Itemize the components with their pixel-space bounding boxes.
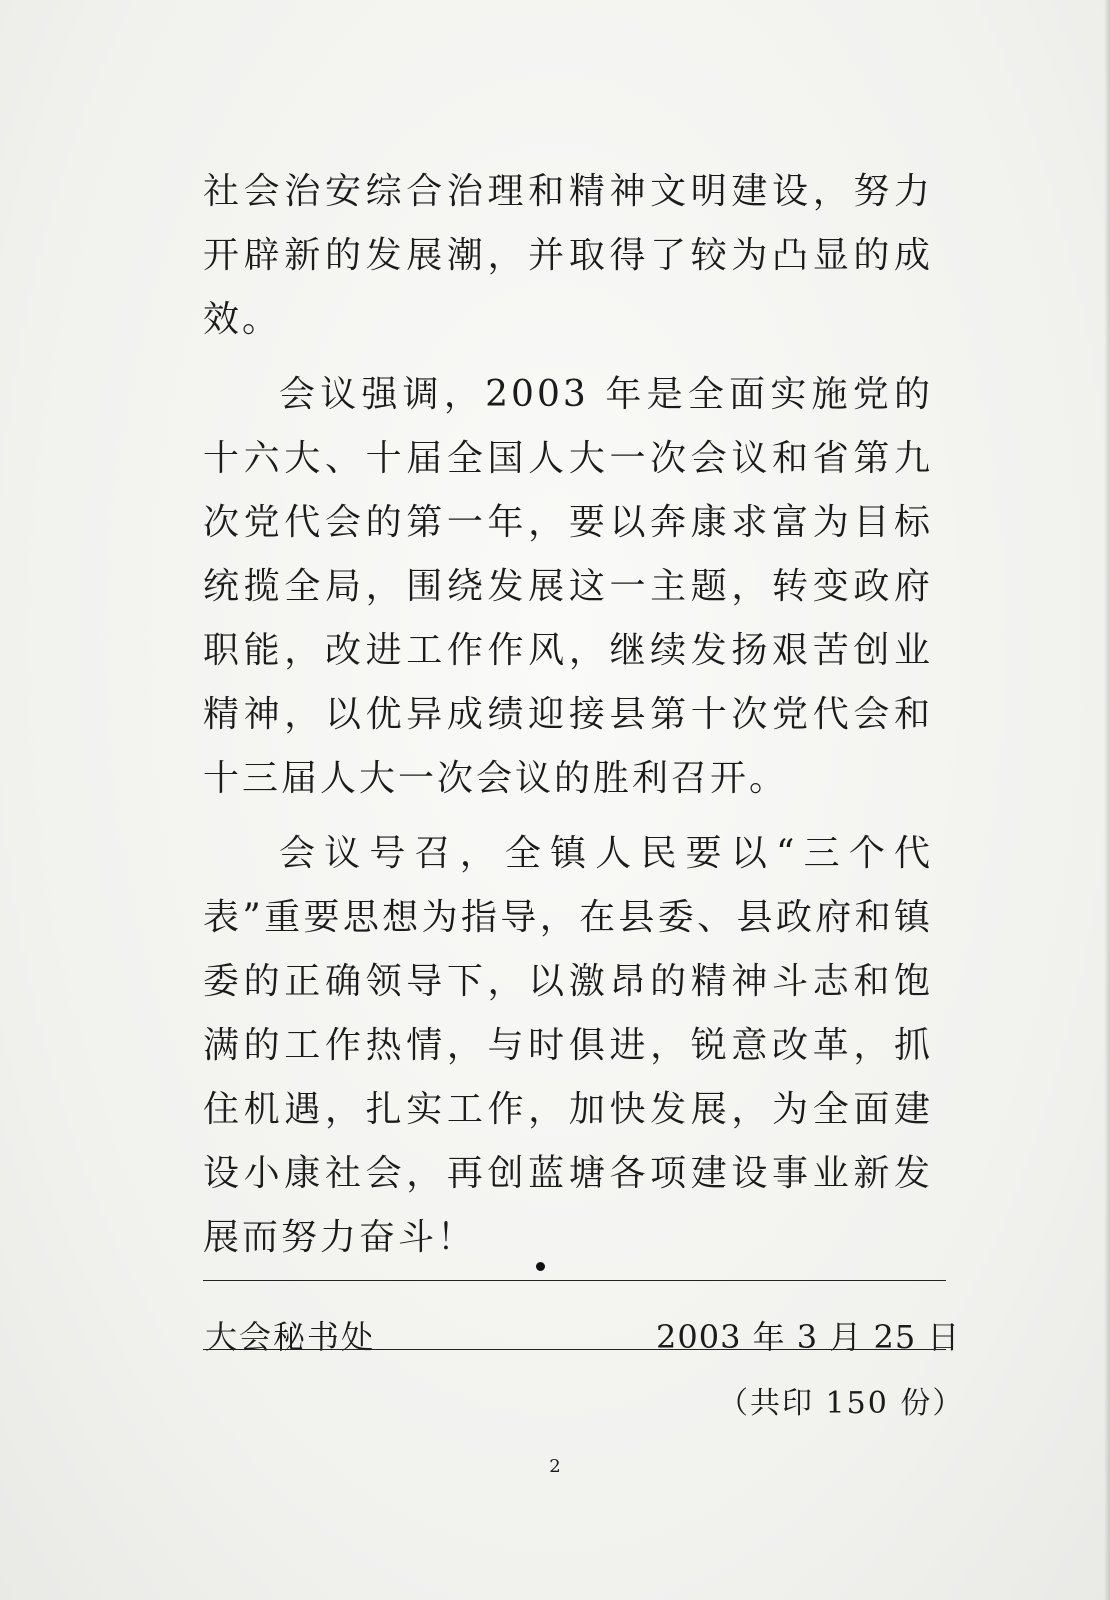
body-paragraph-continued: 社会治安综合治理和精神文明建设，努力开辟新的发展潮，并取得了较为凸显的成效。 bbox=[203, 171, 933, 340]
footer-bottom-rule bbox=[203, 1349, 946, 1350]
body-paragraph-meeting-emphasis: 会议强调，2003 年是全面实施党的十六大、十届全国人大一次会议和省第九次党代会的第一年，要以奔康求富为目标统揽全局，围绕发展这一主题，转变政府职能，改进工作作风，继续发扬艰苦创业精神，以优异成绩迎接县第十次党代会和十三届人大一次会议的胜利召开。 bbox=[203, 374, 933, 799]
page-number: 2 bbox=[549, 1456, 561, 1477]
issuer-label: 大会秘书处 bbox=[205, 1318, 376, 1356]
document-body bbox=[203, 160, 933, 1270]
separator-dot bbox=[536, 1262, 545, 1271]
issue-date: 2003 年 3 月 25 日 bbox=[656, 1318, 961, 1356]
page-edge-shadow bbox=[1104, 0, 1110, 1600]
body-paragraph-meeting-call: 会议号召，全镇人民要以“三个代表”重要思想为指导，在县委、县政府和镇委的正确领导下，以激昂的精神斗志和饱满的工作热情，与时俱进，锐意改革，抓住机遇，扎实工作，加快发展，为全面建设小康社会，再创蓝塘各项建设事业新发展而努力奋斗！ bbox=[203, 833, 933, 1258]
print-count: （共印 150 份） bbox=[718, 1386, 965, 1421]
footer-top-rule bbox=[203, 1280, 946, 1281]
